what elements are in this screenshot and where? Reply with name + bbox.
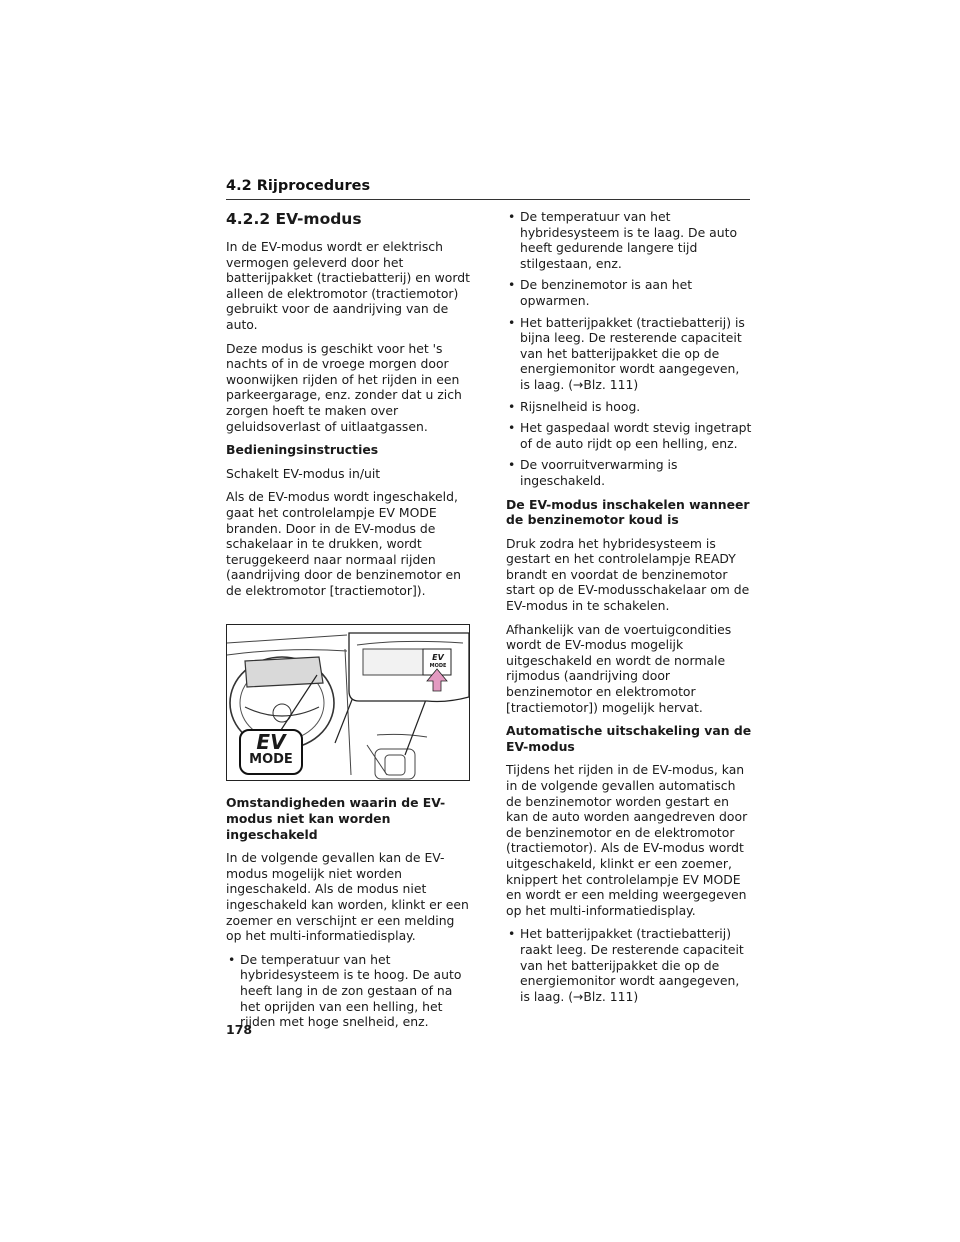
conditions-resume-paragraph: Afhankelijk van de voertuigcondities wordt de EV-modus mogelijk uitgeschakeld en wordt de normale rijmodus (aandrijving door benzinemotor en elektromotor [tractiemotor]) mogelijk hervat. <box>506 621 732 715</box>
chapter-heading: 4.2.2 EV-modus <box>226 210 362 228</box>
intro-paragraph: In de EV-modus wordt er elektrisch vermogen geleverd door het batterijpakket (tractiebatterij) en wordt alleen de elektromotor (tractiemotor) gebruikt voor de aandrijving van de auto. <box>226 239 470 332</box>
cold-engine-paragraph: Druk zodra het hybridesysteem is gestart en het controlelampje READY brandt en voordat de benzinemotor start op de EV-modusschakelaar om de EV-modus in te schakelen. <box>506 535 750 614</box>
ev-mode-figure <box>226 624 470 781</box>
usage-paragraph: Deze modus is geschikt voor het 's nachts of in de vroege morgen door woonwijken rijden of het rijden in een parkeergarage, enz. zonder dat u zich zorgen hoeft te maken over geluidsoverlast of uitlaatgassen. <box>226 340 462 434</box>
left-bullet-list <box>226 952 472 1030</box>
mode-icon-text: MODE <box>249 752 293 768</box>
list-item: • Rijsnelheid is hoog. <box>506 399 752 415</box>
list-item: • Het batterijpakket (tractiebatterij) raakt leeg. De resterende capaciteit van het batterijpakket die op de energiemonitor wordt aangegeven, is laag. (→Blz. 111) <box>506 926 752 1004</box>
auto-off-paragraph: Tijdens het rijden in de EV-modus, kan in de volgende gevallen automatisch de benzinemotor worden gestart en kan de auto worden aangedreven door de benzinemotor en de elektromotor (tractiemotor). Als de EV-modus wordt uitgeschakeld, klinkt er een zoemer, knippert het controlelampje EV MODE en wordt er een melding weergegeven op het multi-informatiedisplay. <box>506 762 748 918</box>
list-item: • De temperatuur van het hybridesysteem is te hoog. De auto heeft lang in de zon gestaan of na het oprijden van een helling, het rijden met hoge snelheid, enz. <box>226 952 472 1030</box>
page-number: 178 <box>226 1022 253 1037</box>
ev-mode-button-icon <box>425 650 451 674</box>
right-column <box>506 209 752 1012</box>
button-mode-text: MODE <box>429 663 447 670</box>
button-ev-text: EV <box>432 653 444 663</box>
left-column <box>226 209 472 1038</box>
right-bullet-list <box>506 209 752 489</box>
ev-icon-text: EV <box>256 730 286 755</box>
subheading-instructions: Bedieningsinstructies <box>226 442 379 458</box>
section-header: 4.2 Rijprocedures <box>226 178 750 200</box>
list-item: • De voorruitverwarming is ingeschakeld. <box>506 457 752 488</box>
conditions-paragraph: In de volgende gevallen kan de EV-modus mogelijk niet worden ingeschakeld. Als de modus niet ingeschakeld kan worden, klinkt er een zoemer en verschijnt er een melding op het multi-informatiedisplay. <box>226 850 469 944</box>
list-item: • De temperatuur van het hybridesysteem is te laag. De auto heeft gedurende langere tijd stilgestaan, enz. <box>506 209 752 271</box>
subheading-cold-engine: De EV-modus inschakelen wanneer de benzinemotor koud is <box>506 496 750 528</box>
right-bullet-list-2 <box>506 926 752 1004</box>
subheading-auto-off: Automatische uitschakeling van de EV-modus <box>506 723 752 754</box>
list-item: • De benzinemotor is aan het opwarmen. <box>506 277 752 308</box>
list-item: • Het batterijpakket (tractiebatterij) is bijna leeg. De resterende capaciteit van het batterijpakket die op de energiemonitor wordt aangegeven, is laag. (→Blz. 111) <box>506 315 752 393</box>
list-item: • Het gaspedaal wordt stevig ingetrapt of de auto rijdt op een helling, enz. <box>506 420 752 451</box>
ev-mode-icon <box>239 729 303 775</box>
indicator-paragraph: Als de EV-modus wordt ingeschakeld, gaat het controlelampje EV MODE branden. Door in de EV-modus de schakelaar in te drukken, wordt teruggekeerd naar normaal rijden (aandrijving door de benzinemotor en de elektromotor [tractiemotor]). <box>226 489 461 598</box>
subheading-conditions: Omstandigheden waarin de EV-modus niet kan worden ingeschakeld <box>226 795 446 842</box>
toggle-paragraph: Schakelt EV-modus in/uit <box>226 465 381 481</box>
